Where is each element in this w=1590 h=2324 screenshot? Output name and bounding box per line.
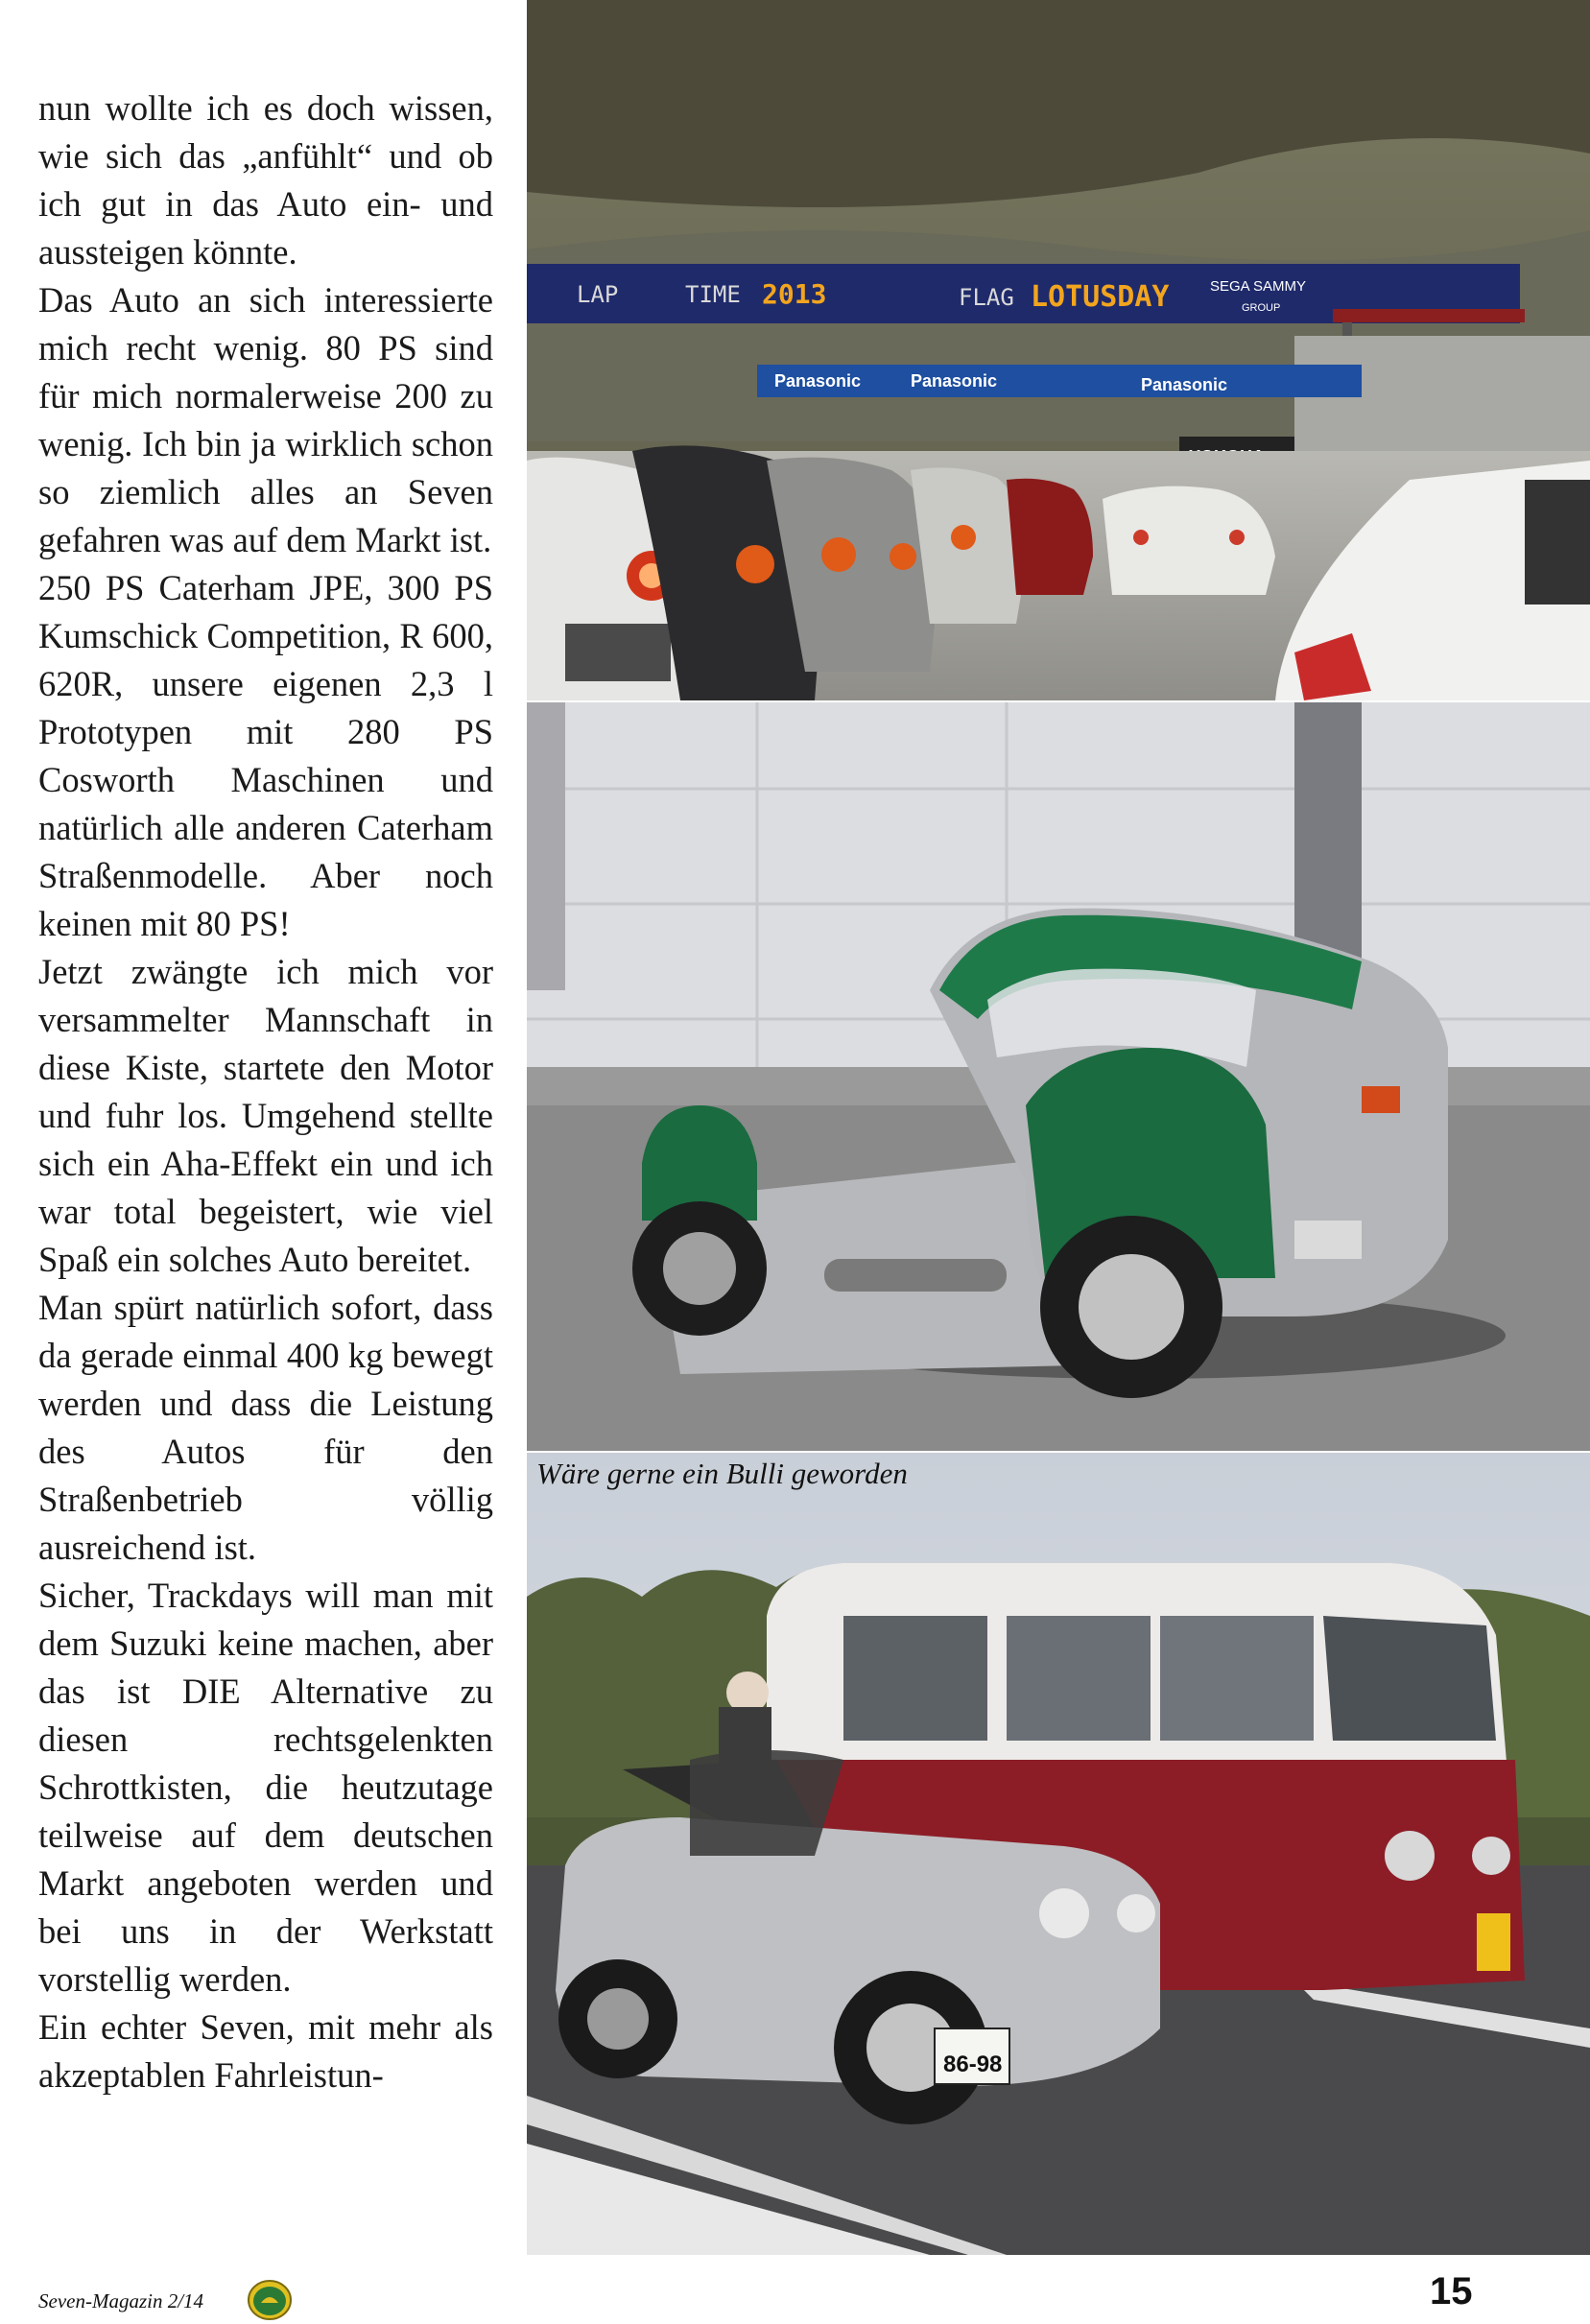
- photo-seven-and-bulli: [527, 1453, 1590, 2255]
- banner-year: 2013: [762, 278, 827, 310]
- article-body: [38, 84, 493, 2099]
- sponsor-sub: GROUP: [1242, 302, 1281, 314]
- paragraph-2: Das Auto an sich interessierte mich recht wenig. 80 PS sind für mich normalerweise 200 zu wenig. Ich bin ja wirklich schon so ziemlich alles an Seven gefahren was auf dem Markt ist.: [38, 280, 493, 559]
- ad-panasonic-3: Panasonic: [1141, 375, 1228, 394]
- paragraph-3: 250 PS Caterham JPE, 300 PS Kumschick Competition, R 600, 620R, unsere eigenen 2,3 l Prototypen mit 280 PS Cosworth Maschinen und natürlich alle anderen Caterham Straßenmodelle. Aber noch keinen mit 80 PS!: [38, 568, 493, 943]
- ad-panasonic-2: Panasonic: [911, 371, 998, 391]
- banner-lap: LAP: [577, 281, 619, 308]
- photo-green-seven: [527, 702, 1590, 1451]
- paragraph-6: Sicher, Trackdays will man mit dem Suzuki keine machen, aber das ist DIE Alternative zu diesen rechtsgelenkten Schrottkisten, die heutzutage teilweise auf dem deutschen Markt angeboten werden und bei uns in der Werkstatt vorstellig werden.: [38, 1576, 493, 1999]
- ad-panasonic-1: Panasonic: [774, 371, 862, 391]
- photo-racetrack: [527, 0, 1590, 700]
- banner-event: LOTUSDAY: [1031, 280, 1170, 314]
- paragraph-1: nun wollte ich es doch wissen, wie sich das „anfühlt“ und ob ich gut in das Auto ein- und aussteigen könnte.: [38, 88, 493, 272]
- lotus-logo-icon: [248, 2280, 292, 2320]
- paragraph-5: Man spürt natürlich sofort, dass da gerade einmal 400 kg bewegt werden und dass die Leistung des Autos für den Straßenbetrieb völlig ausreichend ist.: [38, 1288, 493, 1567]
- photo-caption: Wäre gerne ein Bulli geworden: [536, 1457, 908, 1490]
- license-plate: 86-98: [943, 2051, 1003, 2077]
- paragraph-7: Ein echter Seven, mit mehr als akzeptablen Fahrleistun-: [38, 2007, 493, 2095]
- banner-time: TIME: [685, 281, 741, 308]
- page-number: 15: [1430, 2270, 1473, 2312]
- paragraph-4: Jetzt zwängte ich mich vor versammelter Mannschaft in diese Kiste, startete den Motor und fuhr los. Umgehend stellte sich ein Aha-Effekt ein und ich war total begeistert, wie viel Spaß ein solches Auto bereitet.: [38, 952, 493, 1279]
- banner-flag: FLAG: [959, 284, 1014, 311]
- magazine-footer: Seven-Magazin 2/14: [38, 2289, 204, 2312]
- sponsor-text: SEGA SAMMY: [1210, 278, 1307, 295]
